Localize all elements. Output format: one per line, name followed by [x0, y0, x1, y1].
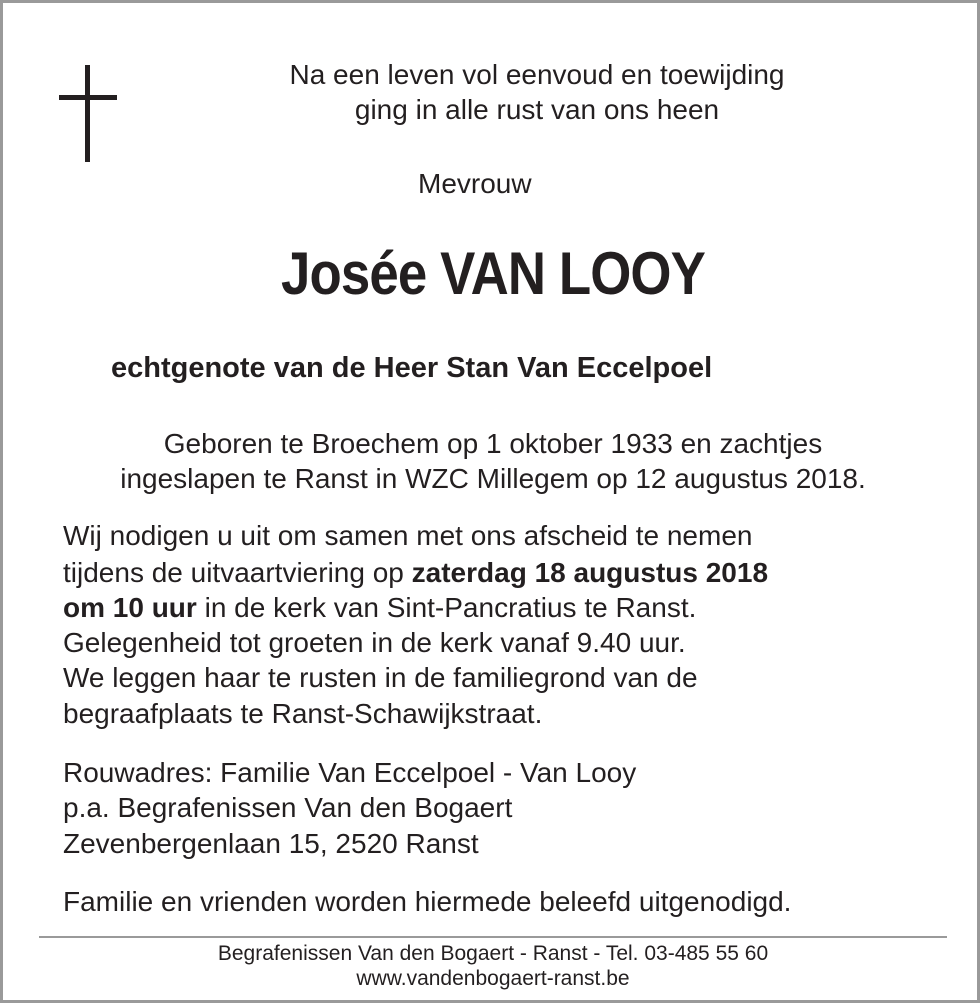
intro-line-2: ging in alle rust van ons heen: [354, 94, 720, 125]
ceremony-line-4: Gelegenheid tot groeten in de kerk vanaf 9.40 uur.: [63, 627, 686, 658]
address-line-3: Zevenbergenlaan 15, 2520 Ranst: [63, 828, 479, 859]
ceremony-line-6: begraafplaats te Ranst-Schawijkstraat.: [63, 698, 543, 729]
ceremony-line-3-suffix: in de kerk van Sint-Pancratius te Ranst.: [196, 592, 697, 623]
footer-company: Begrafenissen Van den Bogaert - Ranst - Tel. 03-485 55 60: [217, 942, 769, 965]
death-line: ingeslapen te Ranst in WZC Millegem op 12 augustus 2018.: [120, 463, 866, 494]
ceremony-line-1: Wij nodigen u uit om samen met ons afscheid te nemen: [63, 520, 753, 551]
intro-line-1: Na een leven vol eenvoud en toewijding: [289, 59, 785, 90]
deceased-name: Josée VAN LOOY: [281, 240, 705, 307]
ceremony-line-2-prefix: tijdens de uitvaartviering op: [63, 557, 412, 588]
ceremony-time: om 10 uur: [63, 592, 197, 623]
spouse-line: echtgenote van de Heer Stan Van Eccelpoel: [111, 352, 713, 384]
salutation: Mevrouw: [418, 168, 532, 199]
address-line-2: p.a. Begrafenissen Van den Bogaert: [63, 792, 513, 823]
closing-line: Familie en vrienden worden hiermede beleefd uitgenodigd.: [63, 886, 792, 917]
address-line-1: Rouwadres: Familie Van Eccelpoel - Van Looy: [63, 757, 637, 788]
ceremony-line-5: We leggen haar te rusten in de familiegrond van de: [63, 662, 698, 693]
birth-line: Geboren te Broechem op 1 oktober 1933 en zachtjes: [163, 428, 823, 459]
ceremony-date: zaterdag 18 augustus 2018: [411, 557, 769, 588]
ceremony-line-3: [63, 590, 696, 626]
ceremony-line-2: [63, 555, 768, 591]
footer-divider: [39, 936, 947, 938]
footer-website[interactable]: www.vandenbogaert-ranst.be: [356, 967, 630, 990]
